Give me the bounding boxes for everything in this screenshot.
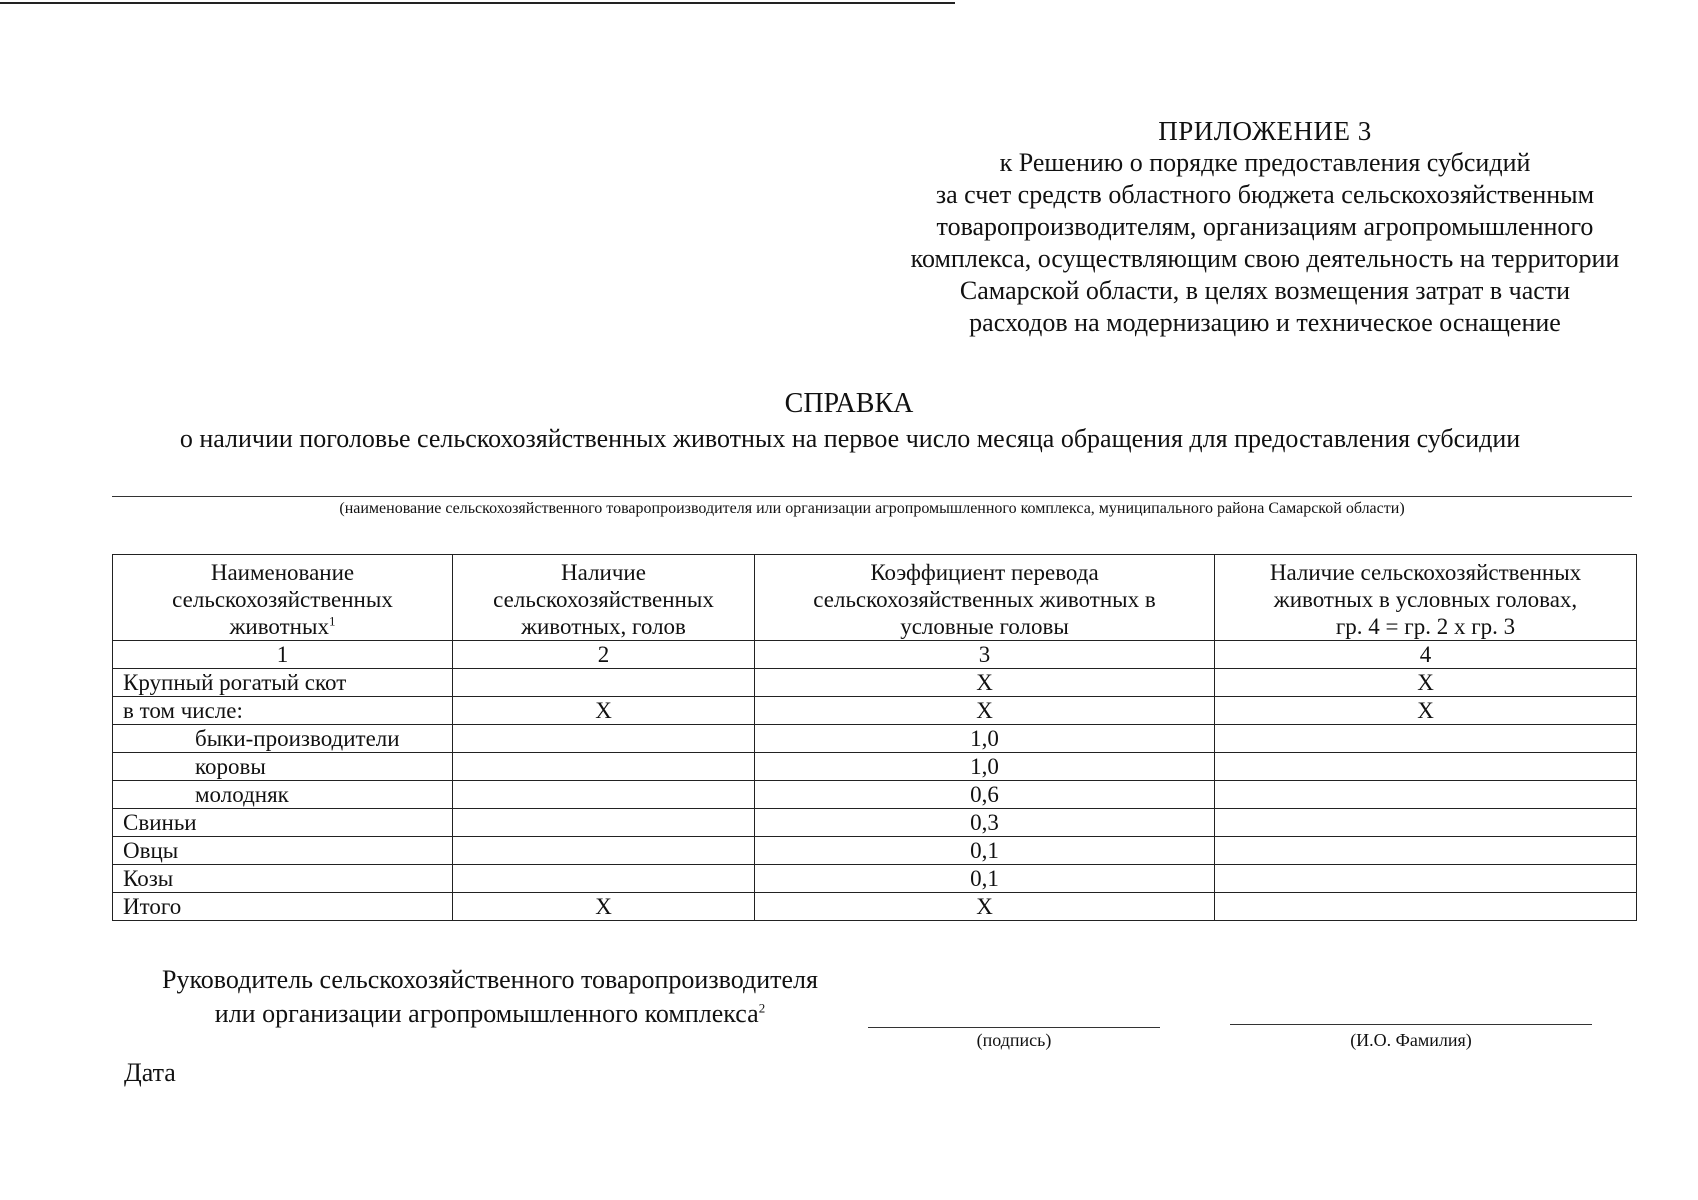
- header-animal-name: Наименование сельскохозяйственных животных$^1$: [113, 555, 453, 641]
- appendix-line: Самарской области, в целях возмещения затрат в части: [959, 276, 1571, 305]
- appendix-line: к Решению о порядке предоставления субсидий: [999, 148, 1531, 177]
- coefficient-cell: X: [755, 669, 1215, 697]
- header-head-count: Наличие сельскохозяйственных животных, голов: [453, 555, 755, 641]
- full-name-caption: (И.О. Фамилия): [1350, 1030, 1472, 1050]
- coefficient-cell: 0,6: [755, 781, 1215, 809]
- header-conversion-coefficient: Коэффициент перевода сельскохозяйственных животных в условные головы: [755, 555, 1215, 641]
- column-number: 2: [453, 641, 755, 669]
- result-cell[interactable]: [1215, 725, 1637, 753]
- top-rule: [0, 2, 955, 4]
- animal-name: Овцы: [113, 837, 453, 865]
- animal-name: быки-производители: [113, 725, 453, 753]
- certificate-subtitle: о наличии поголовье сельскохозяйственных животных на первое число месяца обращения для предоставления субсидии: [179, 424, 1521, 453]
- head-count-cell[interactable]: [453, 753, 755, 781]
- column-number: 1: [113, 641, 453, 669]
- appendix-line: товаропроизводителям, организациям агропромышленного: [936, 212, 1594, 241]
- signatory-label: Руководитель сельскохозяйственного товаропроизводителя или организации агропромышленного комплекса$^2$: [162, 965, 818, 1028]
- column-number: 4: [1215, 641, 1637, 669]
- animal-name: Козы: [113, 865, 453, 893]
- table-row: [113, 781, 1637, 809]
- table-row: [113, 669, 1637, 697]
- head-count-cell: X: [453, 893, 755, 921]
- appendix-title: ПРИЛОЖЕНИЕ 3: [1158, 116, 1372, 146]
- coefficient-cell: 0,1: [755, 837, 1215, 865]
- result-cell: X: [1215, 697, 1637, 725]
- table-row-total: [113, 893, 1637, 921]
- animal-name: Итого: [113, 893, 453, 921]
- table-row: [113, 837, 1637, 865]
- coefficient-cell: 1,0: [755, 753, 1215, 781]
- table-row: [113, 753, 1637, 781]
- column-number-row: [113, 641, 1637, 669]
- head-count-cell[interactable]: [453, 781, 755, 809]
- livestock-table: [112, 554, 1637, 921]
- result-cell[interactable]: [1215, 893, 1637, 921]
- certificate-title: СПРАВКА: [784, 388, 914, 419]
- appendix-block: [870, 115, 1660, 339]
- coefficient-cell: X: [755, 697, 1215, 725]
- head-count-cell[interactable]: [453, 837, 755, 865]
- coefficient-cell: 1,0: [755, 725, 1215, 753]
- animal-name: Крупный рогатый скот: [113, 669, 453, 697]
- animal-name: Свиньи: [113, 809, 453, 837]
- table-row: [113, 865, 1637, 893]
- result-cell: X: [1215, 669, 1637, 697]
- result-cell[interactable]: [1215, 865, 1637, 893]
- date-label: Дата: [124, 1058, 176, 1087]
- head-count-cell: X: [453, 697, 755, 725]
- column-number: 3: [755, 641, 1215, 669]
- producer-name-caption: (наименование сельскохозяйственного товаропроизводителя или организации агропромышленного комплекса, муниципального района Самарской области): [339, 500, 1405, 517]
- table-header-row: [113, 555, 1637, 641]
- signature-caption: (подпись): [976, 1030, 1052, 1050]
- table-row: [113, 725, 1637, 753]
- signature-line[interactable]: [868, 1027, 1160, 1028]
- result-cell[interactable]: [1215, 809, 1637, 837]
- result-cell[interactable]: [1215, 753, 1637, 781]
- appendix-line: за счет средств областного бюджета сельскохозяйственным: [935, 180, 1595, 209]
- head-count-cell[interactable]: [453, 865, 755, 893]
- table-row: [113, 697, 1637, 725]
- animal-name: коровы: [113, 753, 453, 781]
- coefficient-cell: X: [755, 893, 1215, 921]
- head-count-cell[interactable]: [453, 725, 755, 753]
- header-conventional-heads: Наличие сельскохозяйственных животных в условных головах, гр. 4 = гр. 2 х гр. 3: [1215, 555, 1637, 641]
- coefficient-cell: 0,3: [755, 809, 1215, 837]
- appendix-line: комплекса, осуществляющим свою деятельность на территории: [910, 244, 1620, 273]
- appendix-line: расходов на модернизацию и техническое оснащение: [969, 308, 1561, 337]
- result-cell[interactable]: [1215, 781, 1637, 809]
- full-name-line[interactable]: [1230, 1024, 1592, 1025]
- animal-name: молодняк: [113, 781, 453, 809]
- producer-name-line[interactable]: [112, 496, 1632, 497]
- head-count-cell[interactable]: [453, 669, 755, 697]
- head-count-cell[interactable]: [453, 809, 755, 837]
- coefficient-cell: 0,1: [755, 865, 1215, 893]
- table-row: [113, 809, 1637, 837]
- result-cell[interactable]: [1215, 837, 1637, 865]
- animal-name: в том числе:: [113, 697, 453, 725]
